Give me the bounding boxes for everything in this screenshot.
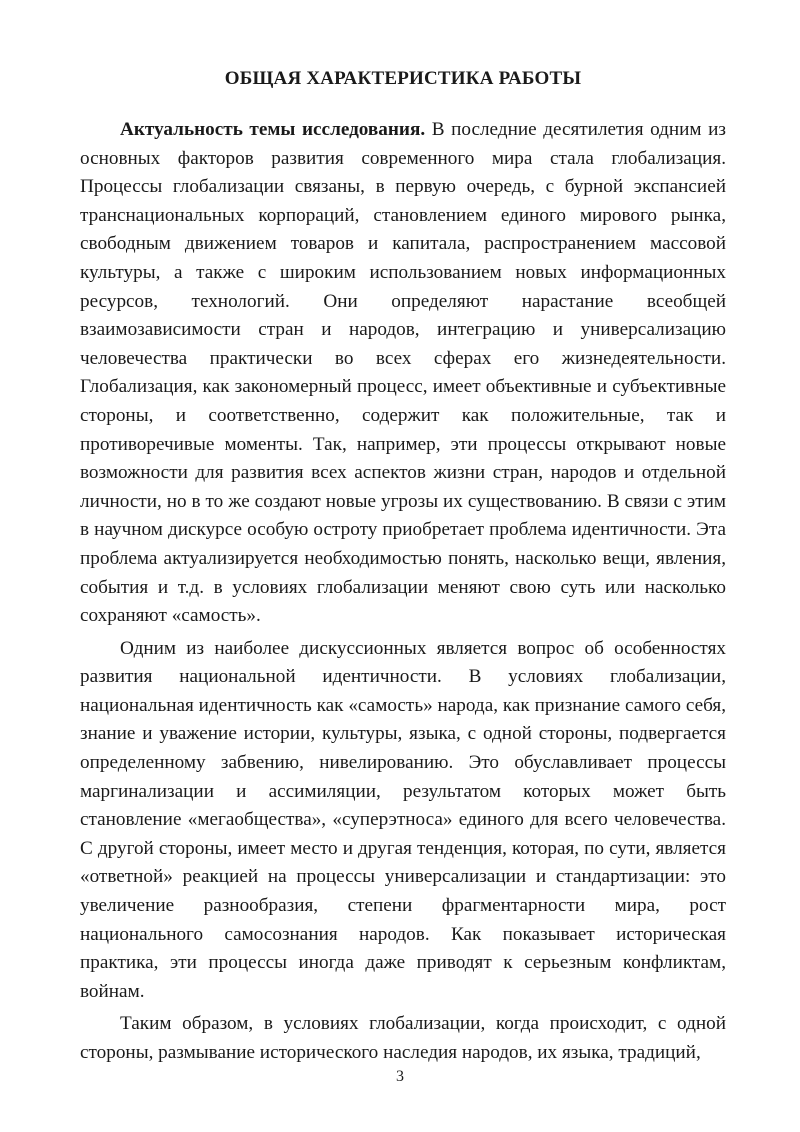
paragraph-text: В последние десятилетия одним из основных факторов развития современного мира стала глобализация. Процессы глобализации связаны, в первую очередь, с бурной экспансией транснациональных корпораций, становлением единого мирового рынка, свободным движением товаров и капитала, распространением массовой культуры, а также с широким использованием новых информационных ресурсов, технологий. Они определяют нарастание всеобщей взаимозависимости стран и народов, интеграцию и универсализацию человечества практически во всех сферах его жизнедеятельности. Глобализация, как закономерный процесс, имеет объективные и субъективные стороны, и соответственно, содержит как положительные, так и противоречивые моменты. Так, например, эти процессы открывают новые возможности для развития всех аспектов жизни стран, народов и отдельной личности, но в то же создают новые угрозы их существованию. В связи с этим в научном дискурсе особую остроту приобретает проблема идентичности. Эта проблема актуализируется необходимостью понять, насколько вещи, явления, события и т.д. в условиях глобализации меняют свою суть или насколько сохраняют «самость».: [80, 119, 727, 627]
paragraph-relevance: [80, 116, 726, 631]
document-page: [80, 68, 726, 1072]
paragraph-text: Одним из наиболее дискуссионных является вопрос об особенностях развития национальной идентичности. В условиях глобализации, национальная идентичность как «самость» народа, как признание самого себя, знание и уважение истории, культуры, языка, с одной стороны, подвергается определенному забвению, нивелированию. Это обуславливает процессы маргинализации и ассимиляции, результатом которых может быть становление «мегаобщества», «суперэтноса» единого для всего человечества. С другой стороны, имеет место и другая тенденция, которая, по сути, является «ответной» реакцией на процессы универсализации и стандартизации: это увеличение разнообразия, степени фрагментарности мира, рост национального самосознания народов. Как показывает историческая практика, эти процессы иногда даже приводят к серьезным конфликтам, войнам.: [80, 637, 726, 1002]
paragraph-text: Таким образом, в условиях глобализации, когда происходит, с одной стороны, размывание исторического наследия народов, их языка, традиций,: [80, 1013, 726, 1063]
page-number: 3: [396, 1068, 404, 1085]
paragraph-conclusion-start: [80, 1010, 726, 1067]
section-heading: ОБЩАЯ ХАРАКТЕРИСТИКА РАБОТЫ: [224, 68, 582, 89]
paragraph-lead: Актуальность темы исследования.: [120, 119, 426, 140]
paragraph-national-identity: [80, 635, 726, 1007]
